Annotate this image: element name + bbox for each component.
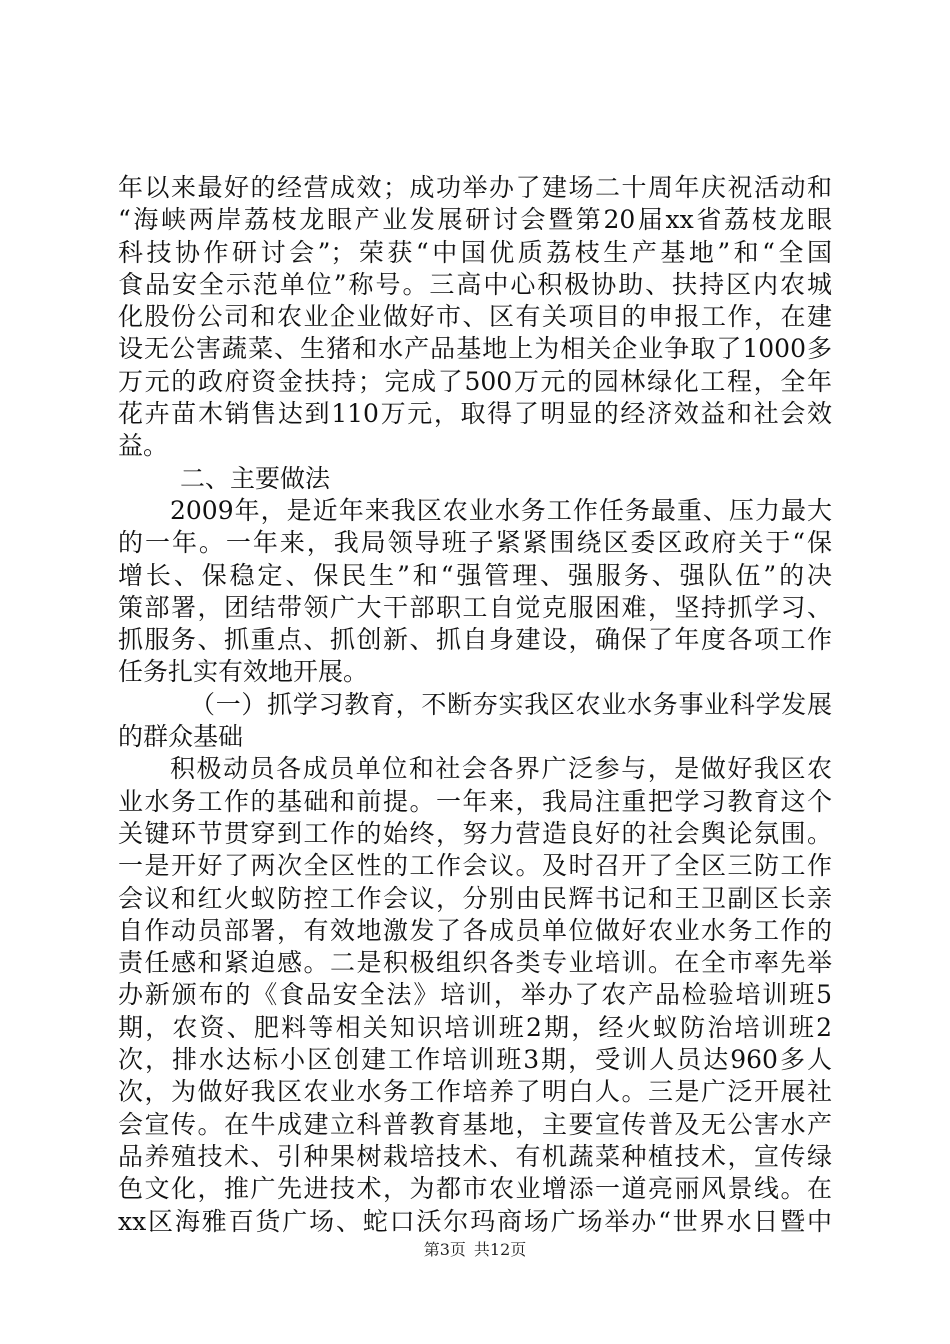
text-line: 设无公害蔬菜、生猪和水产品基地上为相关企业争取了1000多 bbox=[118, 334, 832, 364]
text-line: 的群众基础 bbox=[118, 722, 244, 752]
text-line: 化股份公司和农业企业做好市、区有关项目的申报工作，在建 bbox=[118, 302, 832, 332]
page-number-current: 第3页 bbox=[423, 1240, 466, 1259]
text-line: 办新颁布的《食品安全法》培训，举办了农产品检验培训班5 bbox=[118, 980, 832, 1010]
text-line: 花卉苗木销售达到110万元，取得了明显的经济效益和社会效 bbox=[118, 399, 832, 429]
text-line: 增长、保稳定、保民生”和“强管理、强服务、强队伍”的决 bbox=[118, 560, 832, 590]
text-line: 万元的政府资金扶持；完成了500万元的园林绿化工程，全年 bbox=[118, 366, 832, 396]
text-line: 色文化，推广先进技术，为都市农业增添一道亮丽风景线。在 bbox=[118, 1174, 832, 1204]
text-line: 会议和红火蚁防控工作会议，分别由民辉书记和王卫副区长亲 bbox=[118, 883, 832, 913]
text-line: 年以来最好的经营成效；成功举办了建场二十周年庆祝活动和 bbox=[118, 173, 832, 202]
text-line: 期，农资、肥料等相关知识培训班2期，经火蚁防治培训班2 bbox=[118, 1012, 832, 1042]
text-line: 责任感和紧迫感。二是积极组织各类专业培训。在全市率先举 bbox=[118, 948, 832, 978]
text-line: 业水务工作的基础和前提。一年来，我局注重把学习教育这个 bbox=[118, 786, 832, 816]
text-line: 科技协作研讨会”；荣获“中国优质荔枝生产基地”和“全国 bbox=[118, 237, 832, 267]
text-line: 会宣传。在牛成建立科普教育基地，主要宣传普及无公害水产 bbox=[118, 1109, 832, 1139]
text-line: 的一年。一年来，我局领导班子紧紧围绕区委区政府关于“保 bbox=[118, 528, 832, 558]
page-number-total: 共12页 bbox=[473, 1240, 527, 1259]
text-line: 抓服务、抓重点、抓创新、抓自身建设，确保了年度各项工作 bbox=[118, 625, 832, 655]
text-line: 益。 bbox=[118, 431, 169, 461]
text-line: “海峡两岸荔枝龙眼产业发展研讨会暨第20届xx省荔枝龙眼 bbox=[118, 205, 832, 235]
text-line: xx区海雅百货广场、蛇口沃尔玛商场广场举办“世界水日暨中 bbox=[118, 1206, 832, 1236]
text-line: （一）抓学习教育，不断夯实我区农业水务事业科学发展 bbox=[190, 689, 832, 719]
text-line: 策部署，团结带领广大干部职工自觉克服困难，坚持抓学习、 bbox=[118, 592, 832, 622]
text-line: 关键环节贯穿到工作的始终，努力营造良好的社会舆论氛围。 bbox=[118, 818, 832, 848]
page-footer bbox=[0, 1237, 950, 1260]
text-line: 自作动员部署，有效地激发了各成员单位做好农业水务工作的 bbox=[118, 915, 832, 945]
text-line: 次，为做好我区农业水务工作培养了明白人。三是广泛开展社 bbox=[118, 1077, 832, 1107]
text-line: 积极动员各成员单位和社会各界广泛参与，是做好我区农 bbox=[170, 754, 832, 784]
text-line: 食品安全示范单位”称号。三高中心积极协助、扶持区内农城 bbox=[118, 269, 832, 299]
text-line: 品养殖技术、引种果树栽培技术、有机蔬菜种植技术，宣传绿 bbox=[118, 1141, 832, 1171]
text-line: 2009年，是近年来我区农业水务工作任务最重、压力最大 bbox=[170, 495, 832, 525]
document-body bbox=[118, 172, 832, 1238]
text-line: 次，排水达标小区创建工作培训班3期，受训人员达960多人 bbox=[118, 1045, 832, 1075]
text-line: 一是开好了两次全区性的工作会议。及时召开了全区三防工作 bbox=[118, 851, 832, 881]
text-line: 二、主要做法 bbox=[180, 463, 331, 493]
text-line: 任务扎实有效地开展。 bbox=[118, 657, 369, 687]
